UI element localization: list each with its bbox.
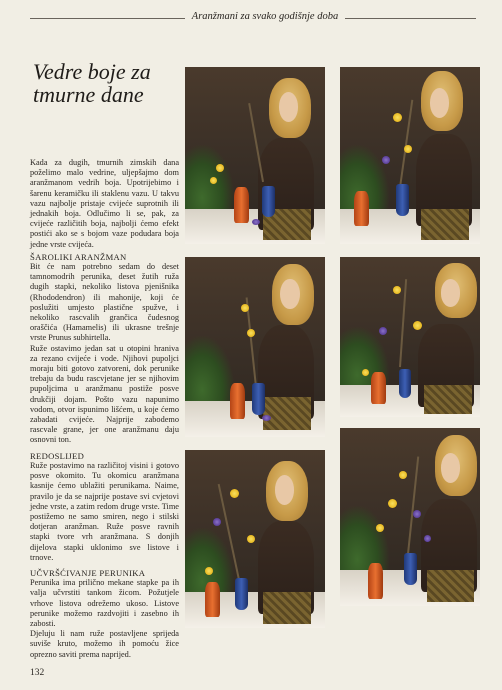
running-head-rule-right	[345, 18, 476, 19]
photo-step-2	[340, 67, 480, 244]
page-title: Vedre boje za tmurne dane	[33, 59, 151, 107]
redoslijed-paragraph: Ruže postavimo na različitoj visini i gotovo posve okomito. Tu okomicu aranžmana kasnije ćemo ublažiti perunikama. Naime, pravilo je da se najprije postave svi cvjetovi jedne vrste, a zatim redom druge vrste. Time postižemo ne samo smiren, nego i stilski dotjeran aranžman. Ruže posve ravnih stapki tvore vrh aranžmana. S donjih dijelova stapki uklonimo sve listove i trnove.	[30, 460, 179, 562]
saroliki-paragraph-2: Ruže ostavimo jedan sat u otopini hraniva za rezano cvijeće i vode. Njihovi pupoljci moraju biti gotovo zatvoreni, dok perunike trebaju da budu rascvjetane jer se njihovim pupoljcima u aranžmanu postiže posve drukčiji dojam. Pošto vazu napunimo vodom, otvor ispunimo lišćem, u koje ćemo zabadati cvijeće. Najprije zabodemo rascvale grane, jer one aranžmanu daju osnovni ton.	[30, 343, 179, 445]
intro-paragraph: Kada za dugih, tmurnih zimskih dana poželimo malo vedrine, uljepšajmo dom aranžmanom vedrih boja. Upotrijebimo i šarenu keramičku ili staklenu vazu. U takvu vazu najbolje pristaje cvijeće suprotnih ili jednakih boja. Odlučimo li se, pak, za cvijeće različitih boja, najbolji ćemo efekt postići ako se s bojom vaze podudara boja jedne vrste cvijeća.	[30, 158, 179, 249]
ucvrscivanje-paragraph-1: Perunika ima prilično mekane stapke pa ih valja učvrstiti tankom žicom. Požutjele vrhove listova odrežemo ukoso. Listove perunike možemo razdvojiti i zasebno ih zabosti.	[30, 578, 179, 628]
photo-step-4	[340, 257, 480, 417]
page-number: 132	[30, 668, 45, 678]
ucvrscivanje-paragraph-2: Djeluju li nam ruže postavljene sprijeda suviše kruto, možemo ih pomoću žice oprezno saviti prema naprijed.	[30, 629, 179, 659]
saroliki-paragraph-1: Bit će nam potrebno sedam do deset tamnomodrih perunika, deset žutih ruža dugih stapki, nekoliko listova pjenišnika (Rhododendron) ili mahonije, koji će poslužiti umjesto plastične spužve, i nekoliko rascvalih grančica čudesnog oraščića (Hamamelis) ili ukrasne trešnje vrste Prunus subhirtella.	[30, 262, 179, 343]
photo-step-5	[185, 450, 325, 628]
running-head-text: Aranžmani za svako godišnje doba	[191, 11, 339, 22]
section-heading-saroliki: ŠAROLIKI ARANŽMAN	[30, 251, 127, 262]
section-heading-ucvrscivanje: UČVRŠĆIVANJE PERUNIKA	[30, 567, 146, 578]
running-head-rule-left	[30, 18, 185, 19]
photo-step-1	[185, 67, 325, 244]
photo-step-6	[340, 428, 480, 606]
body-text-column	[30, 158, 179, 660]
running-head	[30, 10, 476, 26]
section-heading-redoslijed: REDOSLIJED	[30, 450, 85, 461]
photo-step-3	[185, 257, 325, 437]
